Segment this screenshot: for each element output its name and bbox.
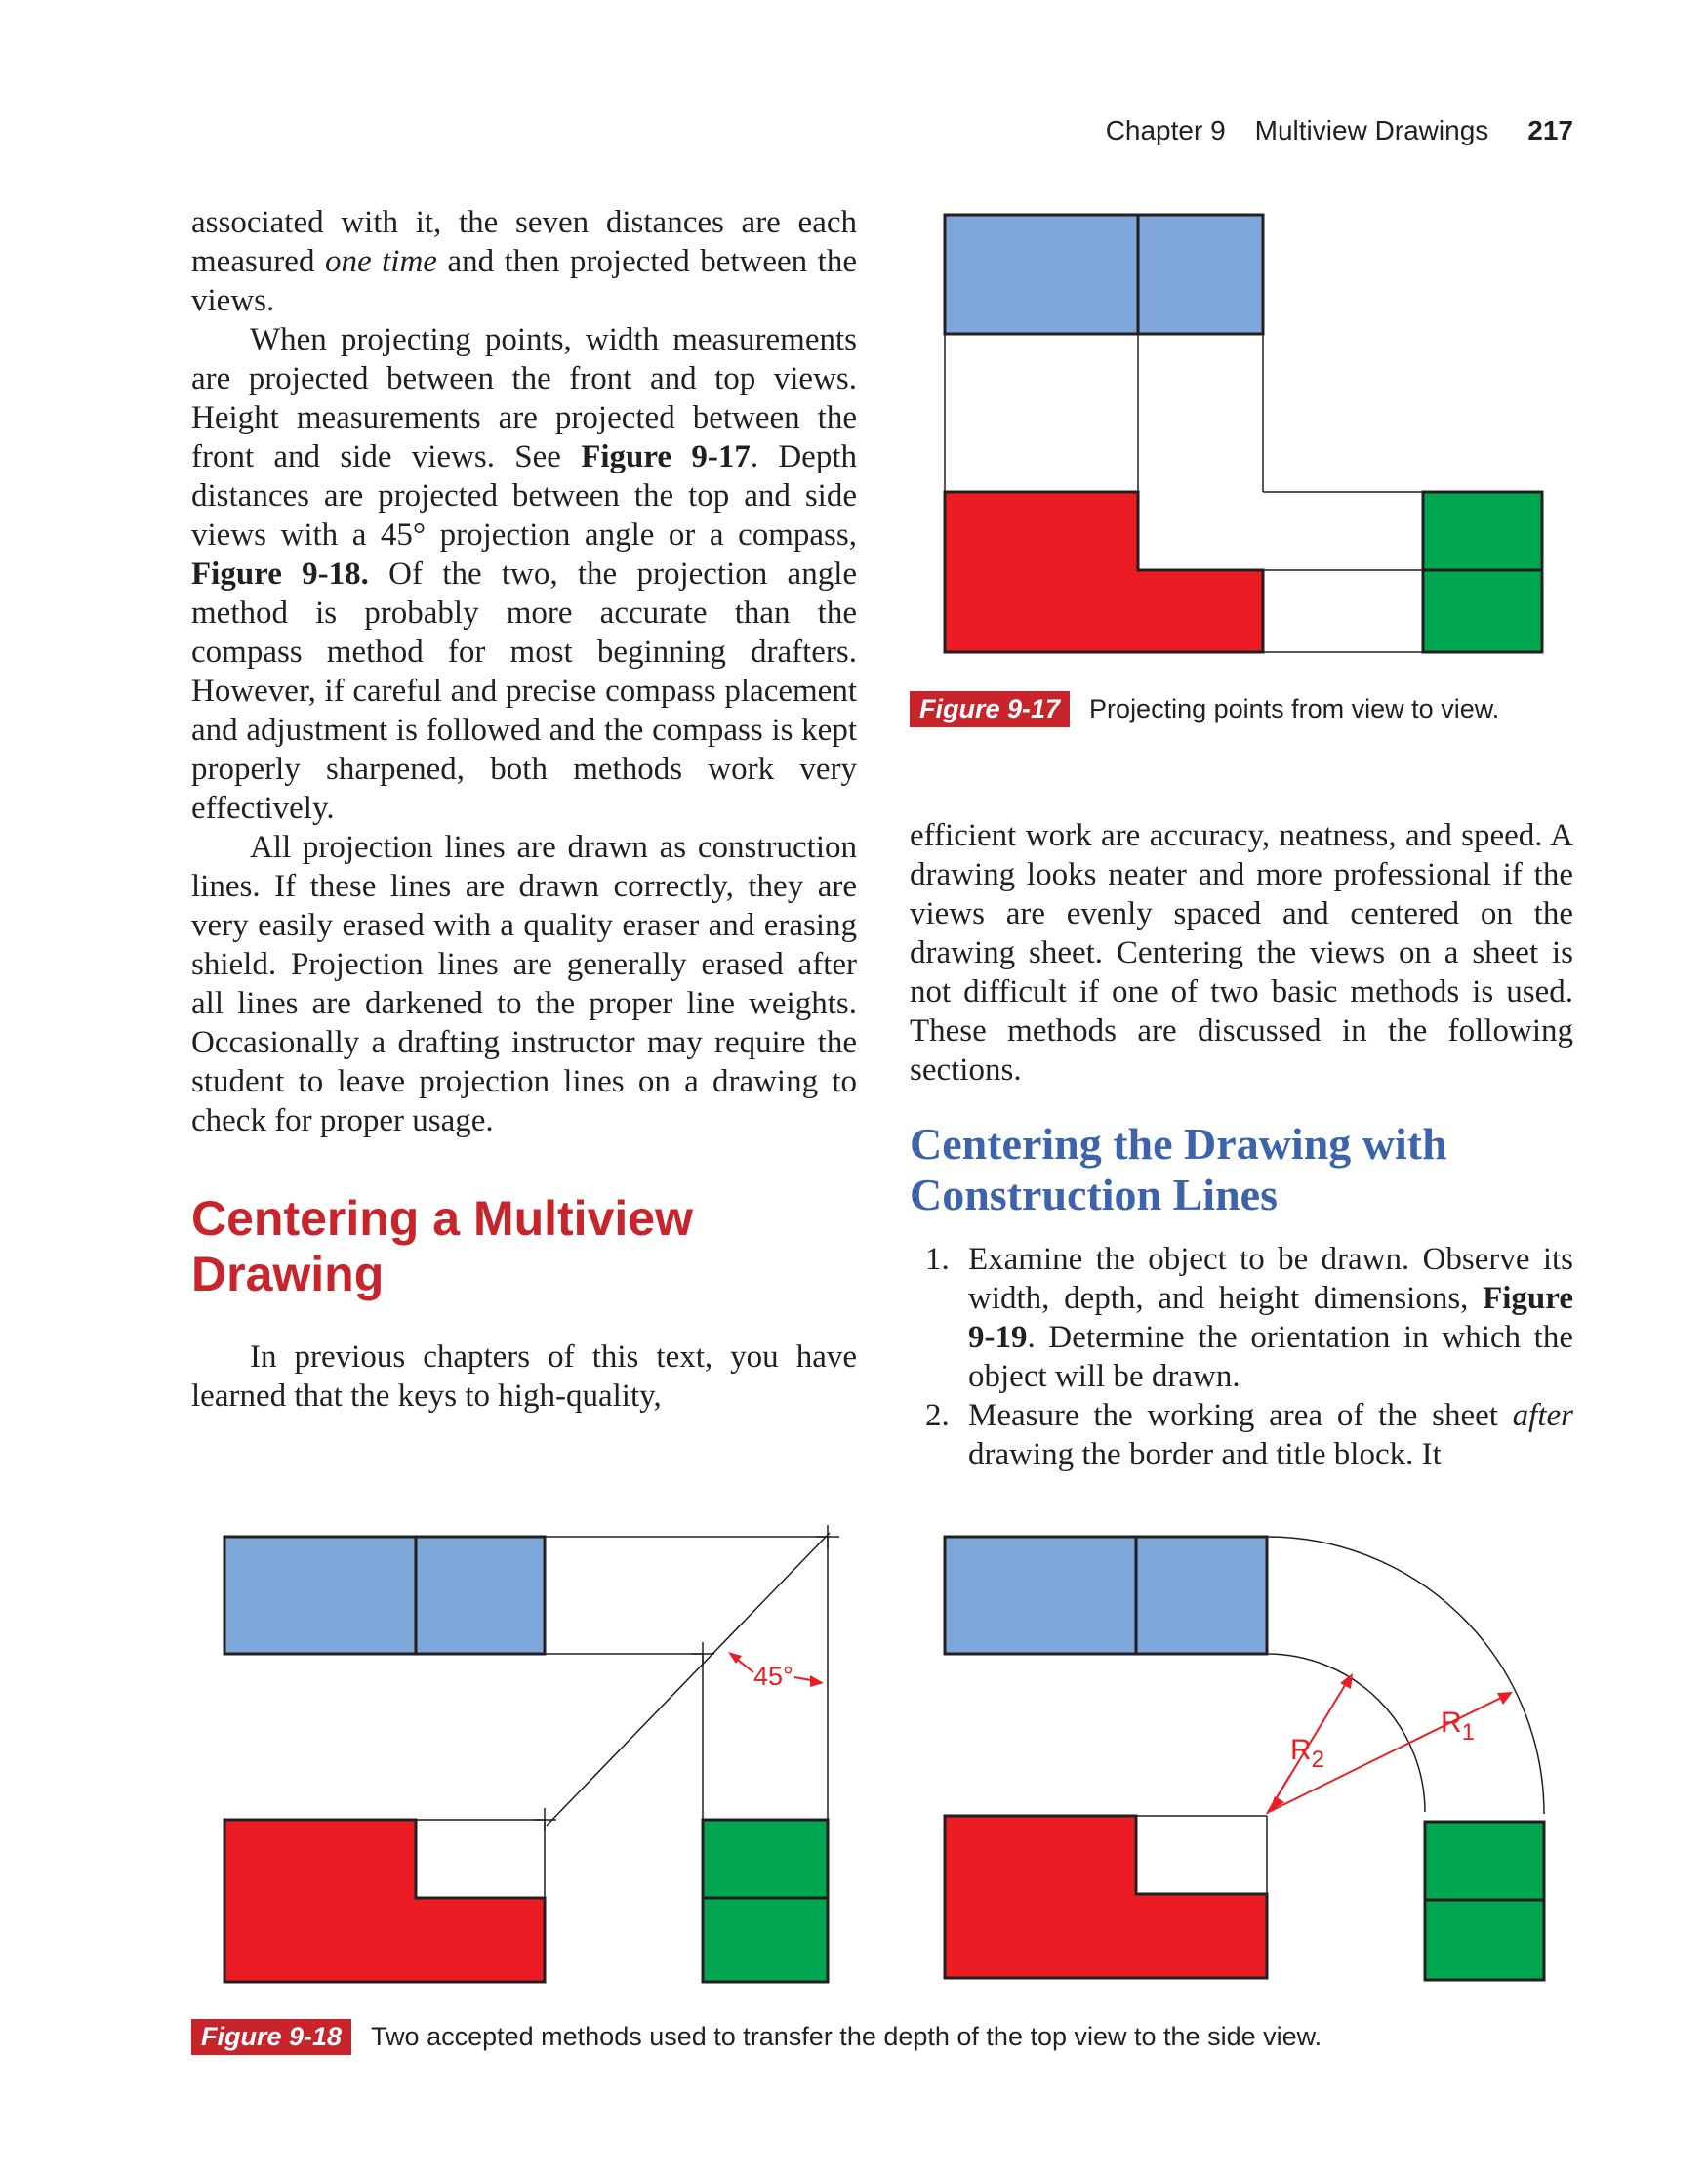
side-view <box>1423 492 1542 652</box>
text: . Determine the orientation in which the object will be drawn. <box>968 1320 1573 1394</box>
chapter-title: Multiview Drawings <box>1254 115 1489 145</box>
figure-reference: Figure 9-17 <box>581 439 751 474</box>
front-view <box>945 492 1263 652</box>
step-number: 2. <box>925 1398 950 1433</box>
text: Examine the object to be drawn. Observe its width, depth, and height dimensions, <box>968 1242 1573 1316</box>
front-view <box>945 1816 1267 1978</box>
paragraph-3: All projection lines are drawn as construction lines. If these lines are drawn correctly, they are very easily erased with a quality eraser and erasing shield. Projection lines are generally erased after all lines are darkened to the proper line weights. Occasionally a drafting instructor may require the student to leave projection lines on a drawing to check for proper usage. <box>191 830 857 1138</box>
side-view <box>1425 1822 1544 1980</box>
radius-letter: R <box>1441 1707 1462 1739</box>
text: Measure the working area of the sheet <box>968 1398 1513 1433</box>
front-view <box>224 1820 545 1982</box>
paragraph-5: efficient work are accuracy, neatness, and speed. A drawing looks neater and more professional if the views are evenly spaced and centered on the drawing sheet. Centering the views on a sheet is not difficult if one of two basic methods is used. These methods are discussed in the following sections. <box>910 818 1573 1088</box>
text: associated with it, the seven distances are each measured <box>191 205 857 279</box>
paragraph-4: In previous chapters of this text, you have learned that the keys to high-quality, <box>191 1339 857 1414</box>
emphasis: after <box>1512 1398 1573 1433</box>
caption-text: Projecting points from view to view. <box>1089 694 1500 723</box>
top-view <box>945 215 1263 334</box>
angle-label: 45° <box>753 1662 793 1691</box>
radius-indicators <box>1267 1673 1513 1814</box>
top-view <box>224 1537 545 1654</box>
emphasis: one time <box>324 244 437 279</box>
radius-subscript: 1 <box>1461 1719 1476 1746</box>
page-number: 217 <box>1527 115 1573 145</box>
chapter-label: Chapter 9 <box>1105 115 1226 145</box>
text: drawing the border and title block. It <box>968 1437 1442 1472</box>
subsection-heading: Centering the Drawing with Construction Lines <box>910 1119 1447 1219</box>
section-heading: Centering a Multiview Drawing <box>191 1191 693 1301</box>
step-number: 1. <box>925 1242 950 1277</box>
figure-reference: Figure 9-18. <box>191 556 369 592</box>
text: Of the two, the projection angle method is probably more accurate than the compass method for most beginning drafters. However, if careful and precise compass placement and adjustment is followed and the compass is kept properly sharpened, both methods work very effectively. <box>191 556 858 826</box>
figure-reference: Figure 9-19 <box>968 1281 1573 1355</box>
text: . Depth distances are projected between the top and side views with a 45° projection angle or a compass, <box>191 439 857 553</box>
radius-letter: R <box>1290 1734 1312 1766</box>
figure-9-17-caption <box>910 691 1499 727</box>
caption-text: Two accepted methods used to transfer the depth of the top view to the side view. <box>371 2022 1322 2051</box>
side-view <box>703 1820 828 1982</box>
text: When projecting points, width measurements are projected between the front and top views. Height measurements are projected between the front and side views. See <box>191 322 857 474</box>
figure-label: Figure 9-17 <box>910 691 1070 727</box>
figure-9-18-caption <box>191 2019 1322 2055</box>
radius-subscript: 2 <box>1311 1747 1325 1773</box>
text: and then projected between the views. <box>191 244 857 318</box>
figure-label: Figure 9-18 <box>191 2019 351 2055</box>
top-view <box>945 1537 1267 1654</box>
angle-indicator <box>728 1652 824 1691</box>
